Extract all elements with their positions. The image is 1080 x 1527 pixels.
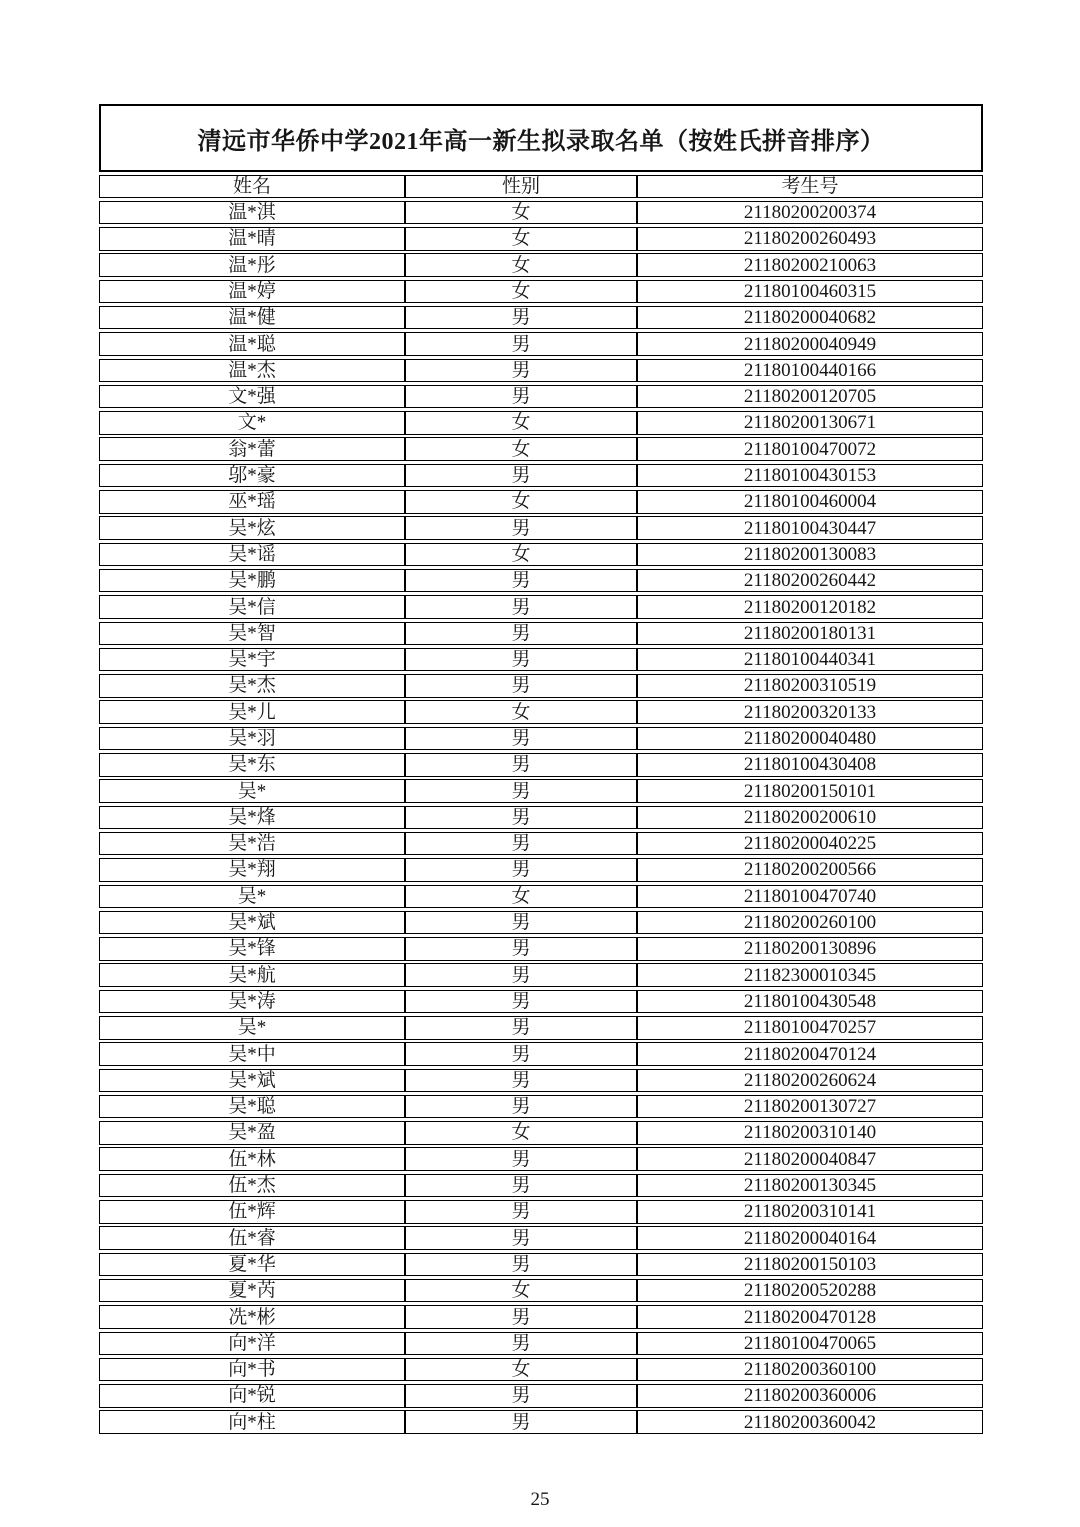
student-name-cell: 冼*彬 [99,1305,405,1329]
student-name-cell: 吴* [99,885,405,909]
gender-cell: 男 [405,306,637,330]
table-row [99,806,983,830]
table-row [99,332,983,356]
table-row [99,937,983,961]
candidate-number-cell: 21180200360100 [637,1358,983,1382]
candidate-number-cell: 21180100430548 [637,990,983,1014]
student-name-cell: 温*杰 [99,359,405,383]
table-body [99,201,983,1434]
table-row [99,727,983,751]
gender-cell: 男 [405,569,637,593]
candidate-number-cell: 21180200130896 [637,937,983,961]
student-name-cell: 温*婷 [99,280,405,304]
gender-cell: 女 [405,411,637,435]
candidate-number-cell: 21180200040949 [637,332,983,356]
student-name-cell: 温*彤 [99,253,405,277]
student-name-cell: 伍*林 [99,1147,405,1171]
table-row [99,911,983,935]
gender-cell: 男 [405,1410,637,1434]
gender-cell: 男 [405,727,637,751]
candidate-number-cell: 21180200200374 [637,201,983,225]
gender-cell: 女 [405,490,637,514]
column-header-gender: 性别 [405,175,637,199]
candidate-number-cell: 21180200310519 [637,674,983,698]
candidate-number-cell: 21180200130727 [637,1095,983,1119]
student-name-cell: 邬*豪 [99,464,405,488]
gender-cell: 男 [405,753,637,777]
table-row [99,464,983,488]
column-header-name: 姓名 [99,175,405,199]
table-row [99,832,983,856]
candidate-number-cell: 21180200260493 [637,227,983,251]
candidate-number-cell: 21180200040682 [637,306,983,330]
gender-cell: 男 [405,937,637,961]
student-name-cell: 温*晴 [99,227,405,251]
page-number: 25 [530,1489,550,1510]
student-name-cell: 吴*航 [99,963,405,987]
table-row [99,1147,983,1171]
gender-cell: 女 [405,201,637,225]
candidate-number-cell: 21180100470257 [637,1016,983,1040]
student-name-cell: 吴*聪 [99,1095,405,1119]
table-row [99,1042,983,1066]
table-row [99,280,983,304]
gender-cell: 男 [405,332,637,356]
candidate-number-cell: 21180100440341 [637,648,983,672]
gender-cell: 男 [405,1332,637,1356]
student-name-cell: 吴*信 [99,595,405,619]
gender-cell: 男 [405,1226,637,1250]
table-row [99,622,983,646]
candidate-number-cell: 21180200120705 [637,385,983,409]
candidate-number-cell: 21180200120182 [637,595,983,619]
gender-cell: 女 [405,253,637,277]
student-name-cell: 翁*蕾 [99,437,405,461]
gender-cell: 男 [405,911,637,935]
candidate-number-cell: 21180200320133 [637,700,983,724]
gender-cell: 男 [405,1095,637,1119]
table-row [99,306,983,330]
student-name-cell: 夏*芮 [99,1279,405,1303]
student-name-cell: 吴*智 [99,622,405,646]
gender-cell: 男 [405,1384,637,1408]
table-row [99,1384,983,1408]
student-name-cell: 温*淇 [99,201,405,225]
candidate-number-cell: 21180200310140 [637,1121,983,1145]
table-row [99,1279,983,1303]
table-row [99,858,983,882]
table-row [99,1095,983,1119]
table-title: 清远市华侨中学2021年高一新生拟录取名单（按姓氏拼音排序） [99,104,983,172]
gender-cell: 男 [405,1042,637,1066]
gender-cell: 男 [405,1069,637,1093]
student-name-cell: 吴* [99,779,405,803]
table-row [99,1358,983,1382]
gender-cell: 女 [405,280,637,304]
table-row [99,1121,983,1145]
table-row [99,569,983,593]
gender-cell: 女 [405,437,637,461]
table-row [99,1016,983,1040]
column-header-candidate-number: 考生号 [637,175,983,199]
student-name-cell: 伍*辉 [99,1200,405,1224]
student-name-cell: 吴*杰 [99,674,405,698]
candidate-number-cell: 21180100430153 [637,464,983,488]
candidate-number-cell: 21180200130671 [637,411,983,435]
table-row [99,437,983,461]
candidate-number-cell: 21180100430408 [637,753,983,777]
candidate-number-cell: 21180200040480 [637,727,983,751]
candidate-number-cell: 21180200200610 [637,806,983,830]
table-row [99,700,983,724]
table-row [99,490,983,514]
gender-cell: 男 [405,963,637,987]
student-name-cell: 吴* [99,1016,405,1040]
student-name-cell: 吴*涛 [99,990,405,1014]
student-name-cell: 夏*华 [99,1253,405,1277]
table-row [99,753,983,777]
student-name-cell: 吴*鹏 [99,569,405,593]
student-name-cell: 吴*浩 [99,832,405,856]
candidate-number-cell: 21180200520288 [637,1279,983,1303]
candidate-number-cell: 21180200360042 [637,1410,983,1434]
student-name-cell: 吴*斌 [99,1069,405,1093]
gender-cell: 男 [405,1253,637,1277]
student-name-cell: 吴*翔 [99,858,405,882]
gender-cell: 男 [405,595,637,619]
gender-cell: 女 [405,1279,637,1303]
table-row [99,885,983,909]
candidate-number-cell: 21180200130345 [637,1174,983,1198]
table-row [99,1305,983,1329]
gender-cell: 男 [405,1016,637,1040]
student-name-cell: 巫*瑶 [99,490,405,514]
table-row [99,359,983,383]
gender-cell: 女 [405,1358,637,1382]
candidate-number-cell: 21182300010345 [637,963,983,987]
table-row [99,990,983,1014]
table-row [99,963,983,987]
table-row [99,1253,983,1277]
student-name-cell: 温*健 [99,306,405,330]
gender-cell: 男 [405,806,637,830]
student-name-cell: 吴*东 [99,753,405,777]
admission-list-table [99,104,983,1437]
student-name-cell: 吴*锋 [99,937,405,961]
student-name-cell: 吴*羽 [99,727,405,751]
candidate-number-cell: 21180200040847 [637,1147,983,1171]
table-header-row [99,175,983,199]
gender-cell: 男 [405,464,637,488]
candidate-number-cell: 21180100440166 [637,359,983,383]
student-name-cell: 向*柱 [99,1410,405,1434]
gender-cell: 男 [405,622,637,646]
candidate-number-cell: 21180100470065 [637,1332,983,1356]
student-name-cell: 文* [99,411,405,435]
candidate-number-cell: 21180200470124 [637,1042,983,1066]
gender-cell: 男 [405,648,637,672]
candidate-number-cell: 21180200040164 [637,1226,983,1250]
gender-cell: 女 [405,543,637,567]
student-name-cell: 吴*烽 [99,806,405,830]
candidate-number-cell: 21180200470128 [637,1305,983,1329]
gender-cell: 女 [405,885,637,909]
table-row [99,1174,983,1198]
candidate-number-cell: 21180200150101 [637,779,983,803]
table-row [99,1226,983,1250]
student-name-cell: 吴*儿 [99,700,405,724]
student-name-cell: 吴*炫 [99,516,405,540]
table-row [99,1332,983,1356]
gender-cell: 男 [405,832,637,856]
candidate-number-cell: 21180200130083 [637,543,983,567]
candidate-number-cell: 21180200360006 [637,1384,983,1408]
gender-cell: 男 [405,1200,637,1224]
candidate-number-cell: 21180100460004 [637,490,983,514]
candidate-number-cell: 21180200260624 [637,1069,983,1093]
gender-cell: 男 [405,858,637,882]
gender-cell: 男 [405,1174,637,1198]
gender-cell: 男 [405,674,637,698]
candidate-number-cell: 21180100470740 [637,885,983,909]
gender-cell: 女 [405,1121,637,1145]
student-name-cell: 向*书 [99,1358,405,1382]
candidate-number-cell: 21180100470072 [637,437,983,461]
student-name-cell: 向*锐 [99,1384,405,1408]
candidate-number-cell: 21180200180131 [637,622,983,646]
candidate-number-cell: 21180100460315 [637,280,983,304]
gender-cell: 女 [405,227,637,251]
candidate-number-cell: 21180200210063 [637,253,983,277]
student-name-cell: 向*洋 [99,1332,405,1356]
table-row [99,1069,983,1093]
table-row [99,411,983,435]
student-name-cell: 吴*宇 [99,648,405,672]
table-row [99,253,983,277]
table-row [99,1200,983,1224]
student-name-cell: 吴*斌 [99,911,405,935]
candidate-number-cell: 21180200200566 [637,858,983,882]
student-name-cell: 文*强 [99,385,405,409]
student-name-cell: 伍*杰 [99,1174,405,1198]
student-name-cell: 温*聪 [99,332,405,356]
table-row [99,779,983,803]
table-row [99,648,983,672]
candidate-number-cell: 21180200260100 [637,911,983,935]
gender-cell: 男 [405,385,637,409]
gender-cell: 女 [405,700,637,724]
table-row [99,595,983,619]
gender-cell: 男 [405,1147,637,1171]
table-row [99,227,983,251]
candidate-number-cell: 21180200040225 [637,832,983,856]
table-row [99,516,983,540]
table-row [99,674,983,698]
candidate-number-cell: 21180200310141 [637,1200,983,1224]
candidate-number-cell: 21180200260442 [637,569,983,593]
gender-cell: 男 [405,1305,637,1329]
table-row [99,543,983,567]
table-row [99,385,983,409]
gender-cell: 男 [405,990,637,1014]
gender-cell: 男 [405,779,637,803]
table-row [99,1410,983,1434]
student-name-cell: 伍*睿 [99,1226,405,1250]
table-row [99,201,983,225]
candidate-number-cell: 21180200150103 [637,1253,983,1277]
student-name-cell: 吴*谣 [99,543,405,567]
student-name-cell: 吴*盈 [99,1121,405,1145]
student-name-cell: 吴*中 [99,1042,405,1066]
candidate-number-cell: 21180100430447 [637,516,983,540]
gender-cell: 男 [405,516,637,540]
gender-cell: 男 [405,359,637,383]
